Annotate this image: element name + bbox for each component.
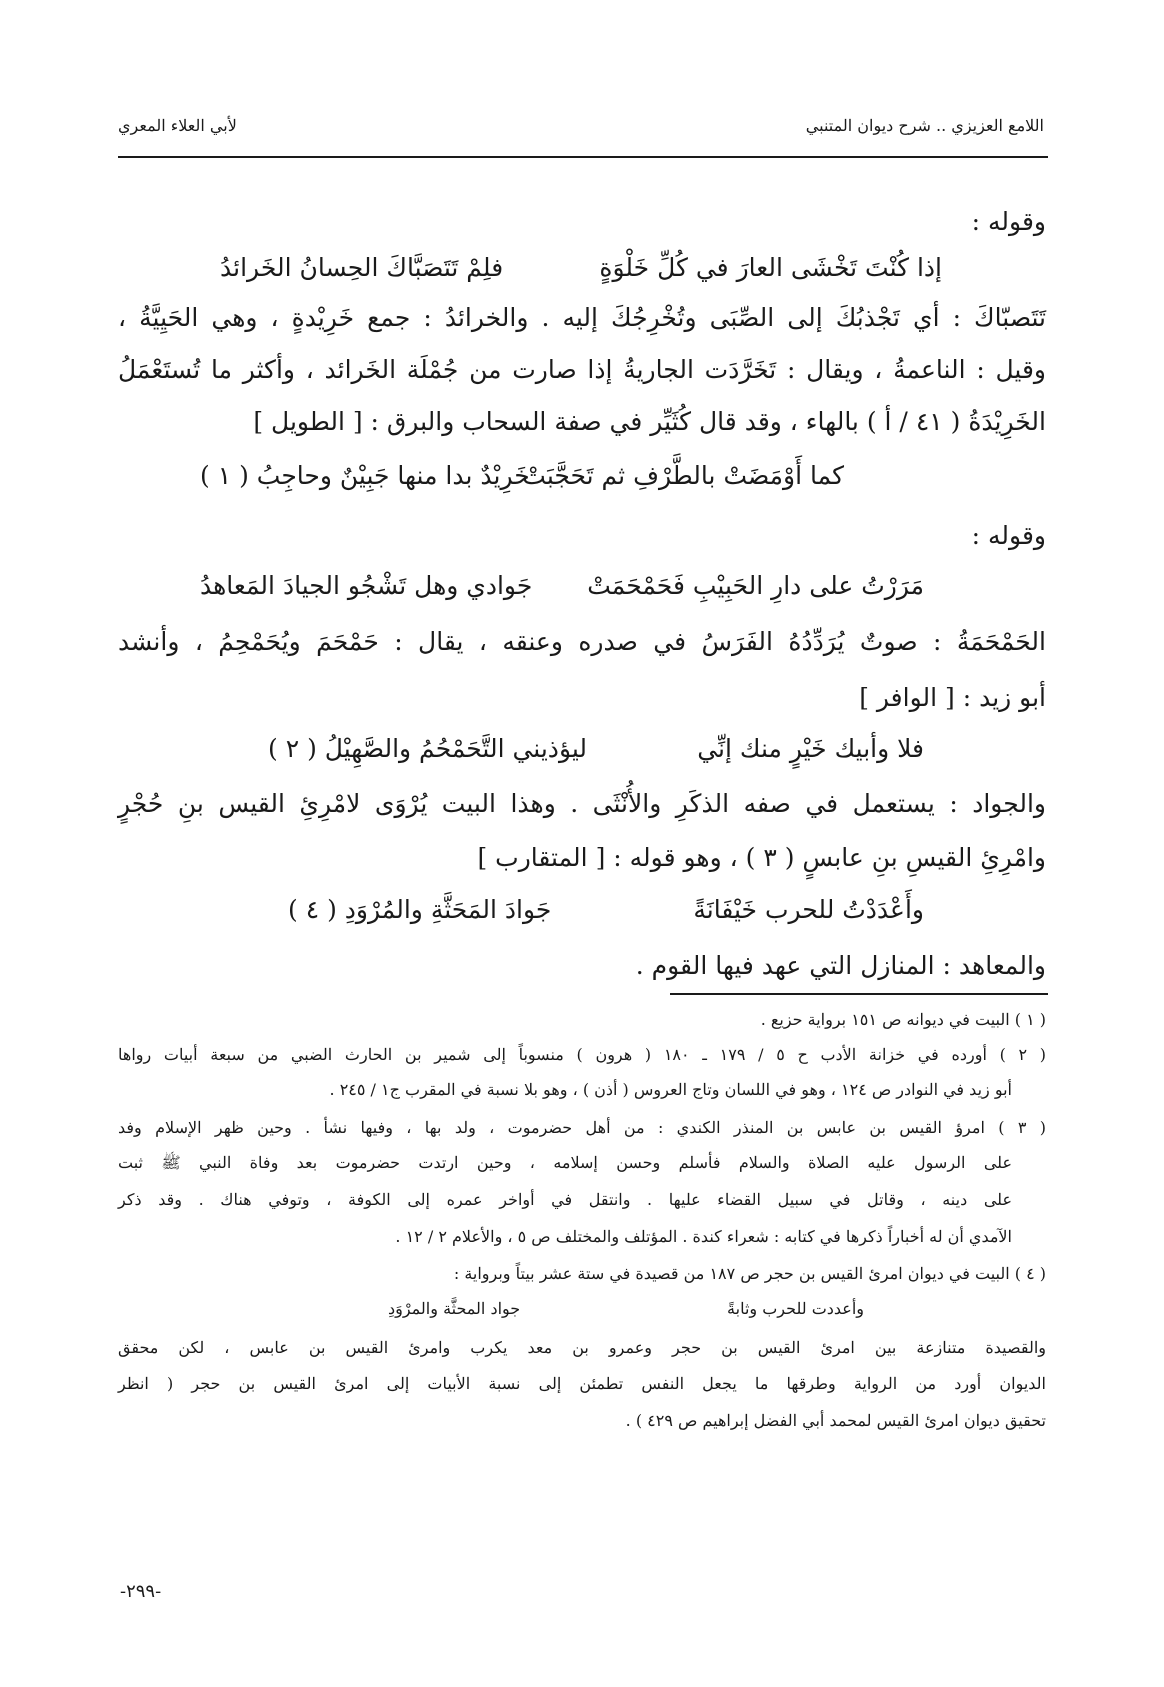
verse-hemistich: إذا كُنْتَ تَخْشَى العارَ في كُلِّ خَلْوَةٍ — [599, 253, 942, 282]
footnote-2-cont: أبو زيد في النوادر ص ١٢٤ ، وهو في اللسان وتاج العروس ( أذن ) ، وهو بلا نسبة في المقرب ج١ / ٢٤٥ . — [329, 1080, 1012, 1099]
verse-hemistich: جَوادَ المَحَثَّةِ والمُرْوَدِ ( ٤ ) — [288, 895, 552, 924]
body-text-line: الحَمْحَمَةُ : صوتٌ يُرَدِّدُهُ الفَرَسُ في صدره وعنقه ، يقال : حَمْحَمَ ويُحَمْحِمُ ، وأنشد — [118, 627, 1046, 656]
footnote-2: ( ٢ ) أورده في خزانة الأدب ح ٥ / ١٧٩ ـ ١٨٠ ( هرون ) منسوباً إلى شمير بن الحارث الضبي من سبعة أبيات رواها — [118, 1045, 1047, 1064]
verse-hemistich: خَرِيْدٌ بدا منها جَبِيْنٌ وحاجِبُ ( ١ ) — [200, 461, 530, 490]
body-text-line: أبو زيد : [ الوافر ] — [859, 683, 1046, 712]
body-text-line: وامْرِئِ القيسِ بنِ عابسٍ ( ٣ ) ، وهو قوله : [ المتقارب ] — [477, 843, 1046, 872]
body-text-line: وقيل : الناعمةُ ، ويقال : تَخَرَّدَت الجاريةُ إذا صارت من جُمْلَة الخَرائد ، وأكثر ما تُستَعْمَلُ — [118, 355, 1046, 384]
body-text-line: والجواد : يستعمل في صفه الذكَرِ والأُنْثَى . وهذا البيت يُرْوَى لامْرِئِ القيس بنِ حُجْرٍ — [118, 789, 1046, 818]
footnote-4-cont: تحقيق ديوان امرئ القيس لمحمد أبي الفضل إبراهيم ص ٤٢٩ ) . — [625, 1411, 1046, 1430]
header-author: لأبي العلاء المعري — [118, 116, 237, 135]
footnote-4-cont: الديوان أورد من الرواية وطرقها ما يجعل النفس تطمئن إلى نسبة الأبيات إلى امرئ القيس بن حجر ( انظر — [118, 1374, 1047, 1393]
footnote-verse-hemistich: جواد المحثَّة والمرْوَدِ — [388, 1299, 521, 1318]
footnote-4: ( ٤ ) البيت في ديوان امرئ القيس بن حجر ص ١٨٧ من قصيدة في ستة عشر بيتاً وبرواية : — [453, 1264, 1046, 1283]
verse-hemistich: وأَعْدَدْتُ للحرب خَيْفَانَةً — [693, 895, 924, 924]
header-rule — [118, 156, 1048, 158]
footnote-verse-hemistich: وأعددت للحرب وثابةً — [727, 1299, 864, 1318]
footnote-3-cont: على دينه ، وقاتل في سبيل القضاء عليها . وانتقل في أواخر عمره إلى الكوفة ، وتوفي هناك . وقد ذكر — [118, 1190, 1012, 1209]
page-number: -٢٩٩- — [120, 1581, 162, 1602]
header-book-title: اللامع العزيزي .. شرح ديوان المتنبي — [805, 116, 1044, 135]
footnote-3: ( ٣ ) امرؤ القيس بن عابس بن المنذر الكندي : من أهل حضرموت ، ولد بها ، وفيها نشأ . وحين ظهر الإسلام وفد — [118, 1118, 1047, 1137]
footnote-rule — [670, 993, 1048, 995]
verse-hemistich: ليؤذيني التَّحَمْحُمُ والصَّهِيْلُ ( ٢ ) — [268, 734, 588, 763]
body-text-line: تَتَصبّاكَ : أي تَجْذبُكَ إلى الصِّبَى وتُخْرِجُكَ إليه . والخرائدُ : جمع خَرِيْدةٍ ، وهي الحَيِيَّةُ ، — [118, 303, 1046, 332]
verse-hemistich: فلِمْ تَتَصَبَّاكَ الحِسانُ الخَرائدُ — [220, 253, 504, 282]
footnote-3-cont: الآمدي أن له أخباراً ذكرها في كتابه : شعراء كندة . المؤتلف والمختلف ص ٥ ، والأعلام ٢ / ١٢ . — [395, 1227, 1012, 1246]
footnote-1: ( ١ ) البيت في ديوانه ص ١٥١ برواية حزيع . — [760, 1010, 1046, 1029]
verse-hemistich: جَوادي وهل تَشْجُو الجيادَ المَعاهدُ — [200, 571, 533, 600]
body-text-line: والمعاهد : المنازل التي عهد فيها القوم . — [635, 951, 1046, 980]
body-text-line: الخَرِيْدَةُ ( ٤١ / أ ) بالهاء ، وقد قال كُثَيِّر في صفة السحاب والبرق : [ الطويل ] — [253, 407, 1046, 436]
intro-line: وقوله : — [971, 521, 1046, 550]
intro-line: وقوله : — [971, 207, 1046, 236]
verse-hemistich: فلا وأبيك خَيْرٍ منك إنِّي — [697, 734, 924, 763]
verse-hemistich: كما أَوْمَضَتْ بالطَّرْفِ ثم تَحَجَّبَتْ — [522, 461, 844, 490]
verse-hemistich: مَرَرْتُ على دارِ الحَبِيْبِ فَحَمْحَمَتْ — [587, 571, 924, 600]
footnote-3-cont: على الرسول عليه الصلاة والسلام فأسلم وحسن إسلامه ، وحين ارتدت حضرموت بعد وفاة النبي ﷺ ثبت — [118, 1153, 1012, 1172]
footnote-4-cont: والقصيدة متنازعة بين امرئ القيس بن حجر وعمرو بن معد يكرب وامرئ القيس بن عابس ، لكن محقق — [118, 1338, 1046, 1357]
